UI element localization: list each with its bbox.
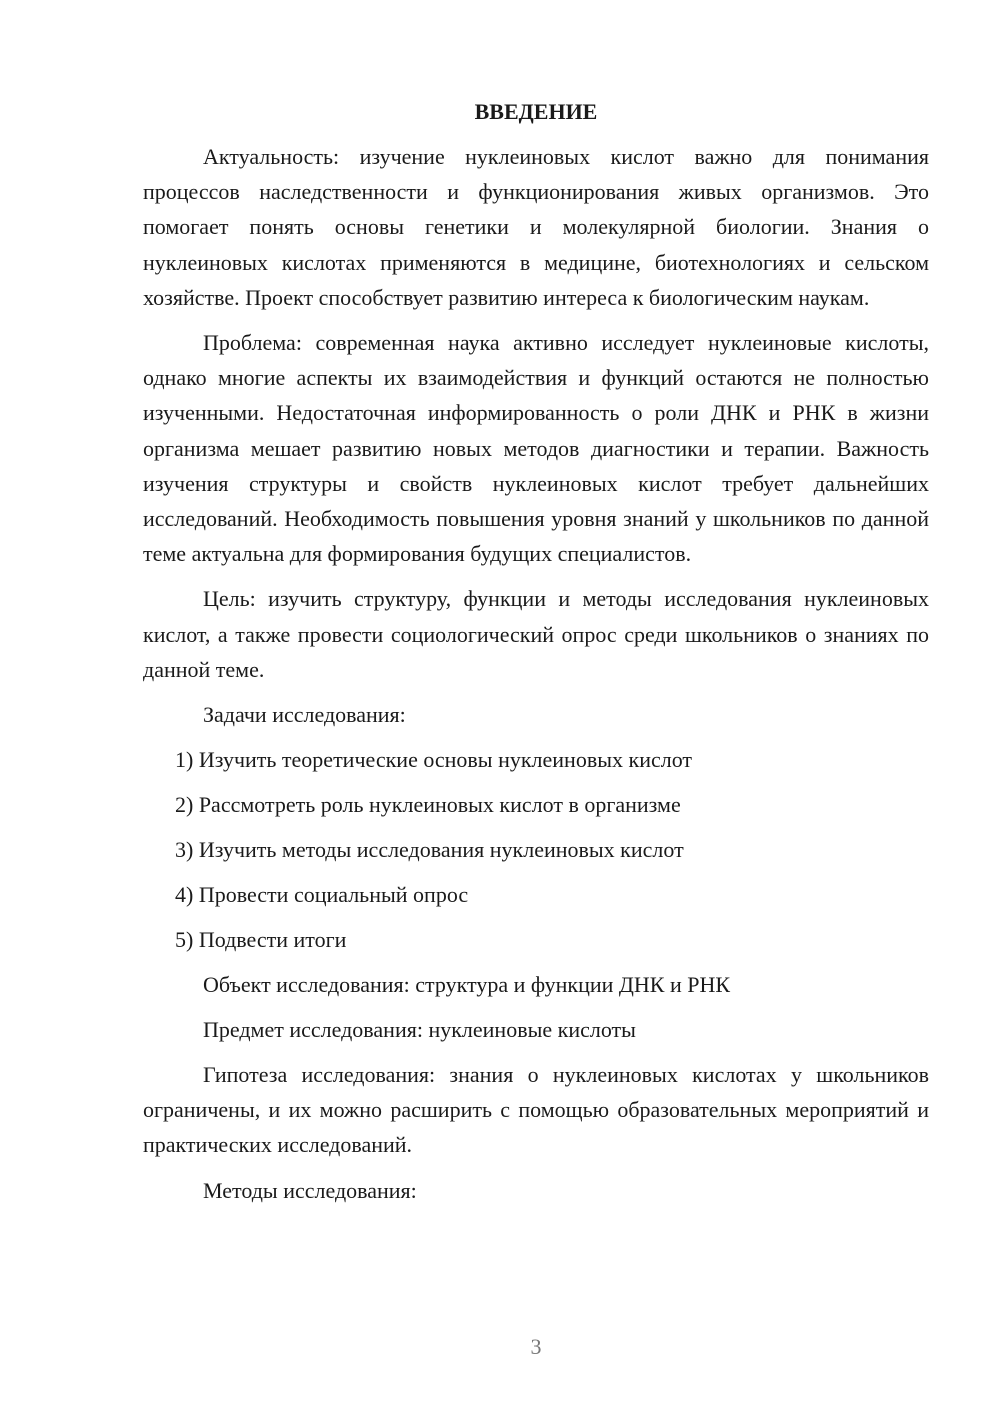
page-number: 3 (530, 1334, 542, 1359)
goal-paragraph: Цель: изучить структуру, функции и методы исследования нуклеиновых кислот, а также провести социологический опрос среди школьников о знаниях по данной теме. (143, 586, 929, 682)
problem-paragraph: Проблема: современная наука активно исследует нуклеиновые кислоты, однако многие аспекты их взаимодействия и функций остаются не полностью изученными. Недостаточная информированность о роли ДНК и РНК в жизни организма мешает развитию новых методов диагностики и терапии. Важность изучения структуры и свойств нуклеиновых кислот требует дальнейших исследований. Необходимость повышения уровня знаний у школьников по данной теме актуальна для формирования будущих специалистов. (143, 330, 929, 567)
list-item: 1) Изучить теоретические основы нуклеиновых кислот (175, 747, 693, 773)
object-paragraph: Объект исследования: структура и функции ДНК и РНК (203, 972, 731, 998)
list-item: 3) Изучить методы исследования нуклеиновых кислот (175, 837, 684, 863)
list-item: 5) Подвести итоги (175, 927, 347, 953)
list-item: 4) Провести социальный опрос (175, 882, 469, 908)
methods-heading: Методы исследования: (203, 1177, 417, 1203)
tasks-heading: Задачи исследования: (203, 702, 406, 728)
tasks-list (143, 742, 929, 957)
subject-paragraph: Предмет исследования: нуклеиновые кислоты (203, 1017, 636, 1043)
section-title: ВВЕДЕНИЕ (474, 99, 598, 124)
page-content (143, 97, 929, 1218)
hypothesis-paragraph: Гипотеза исследования: знания о нуклеиновых кислотах у школьников ограничены, и их можно расширить с помощью образовательных мероприятий и практических исследований. (143, 1062, 929, 1158)
relevance-paragraph: Актуальность: изучение нуклеиновых кислот важно для понимания процессов наследственности и функционирования живых организмов. Это помогает понять основы генетики и молекулярной биологии. Знания о нуклеиновых кислотах применяются в медицине, биотехнологиях и сельском хозяйстве. Проект способствует развитию интереса к биологическим наукам. (143, 144, 929, 310)
list-item: 2) Рассмотреть роль нуклеиновых кислот в организме (175, 792, 681, 818)
